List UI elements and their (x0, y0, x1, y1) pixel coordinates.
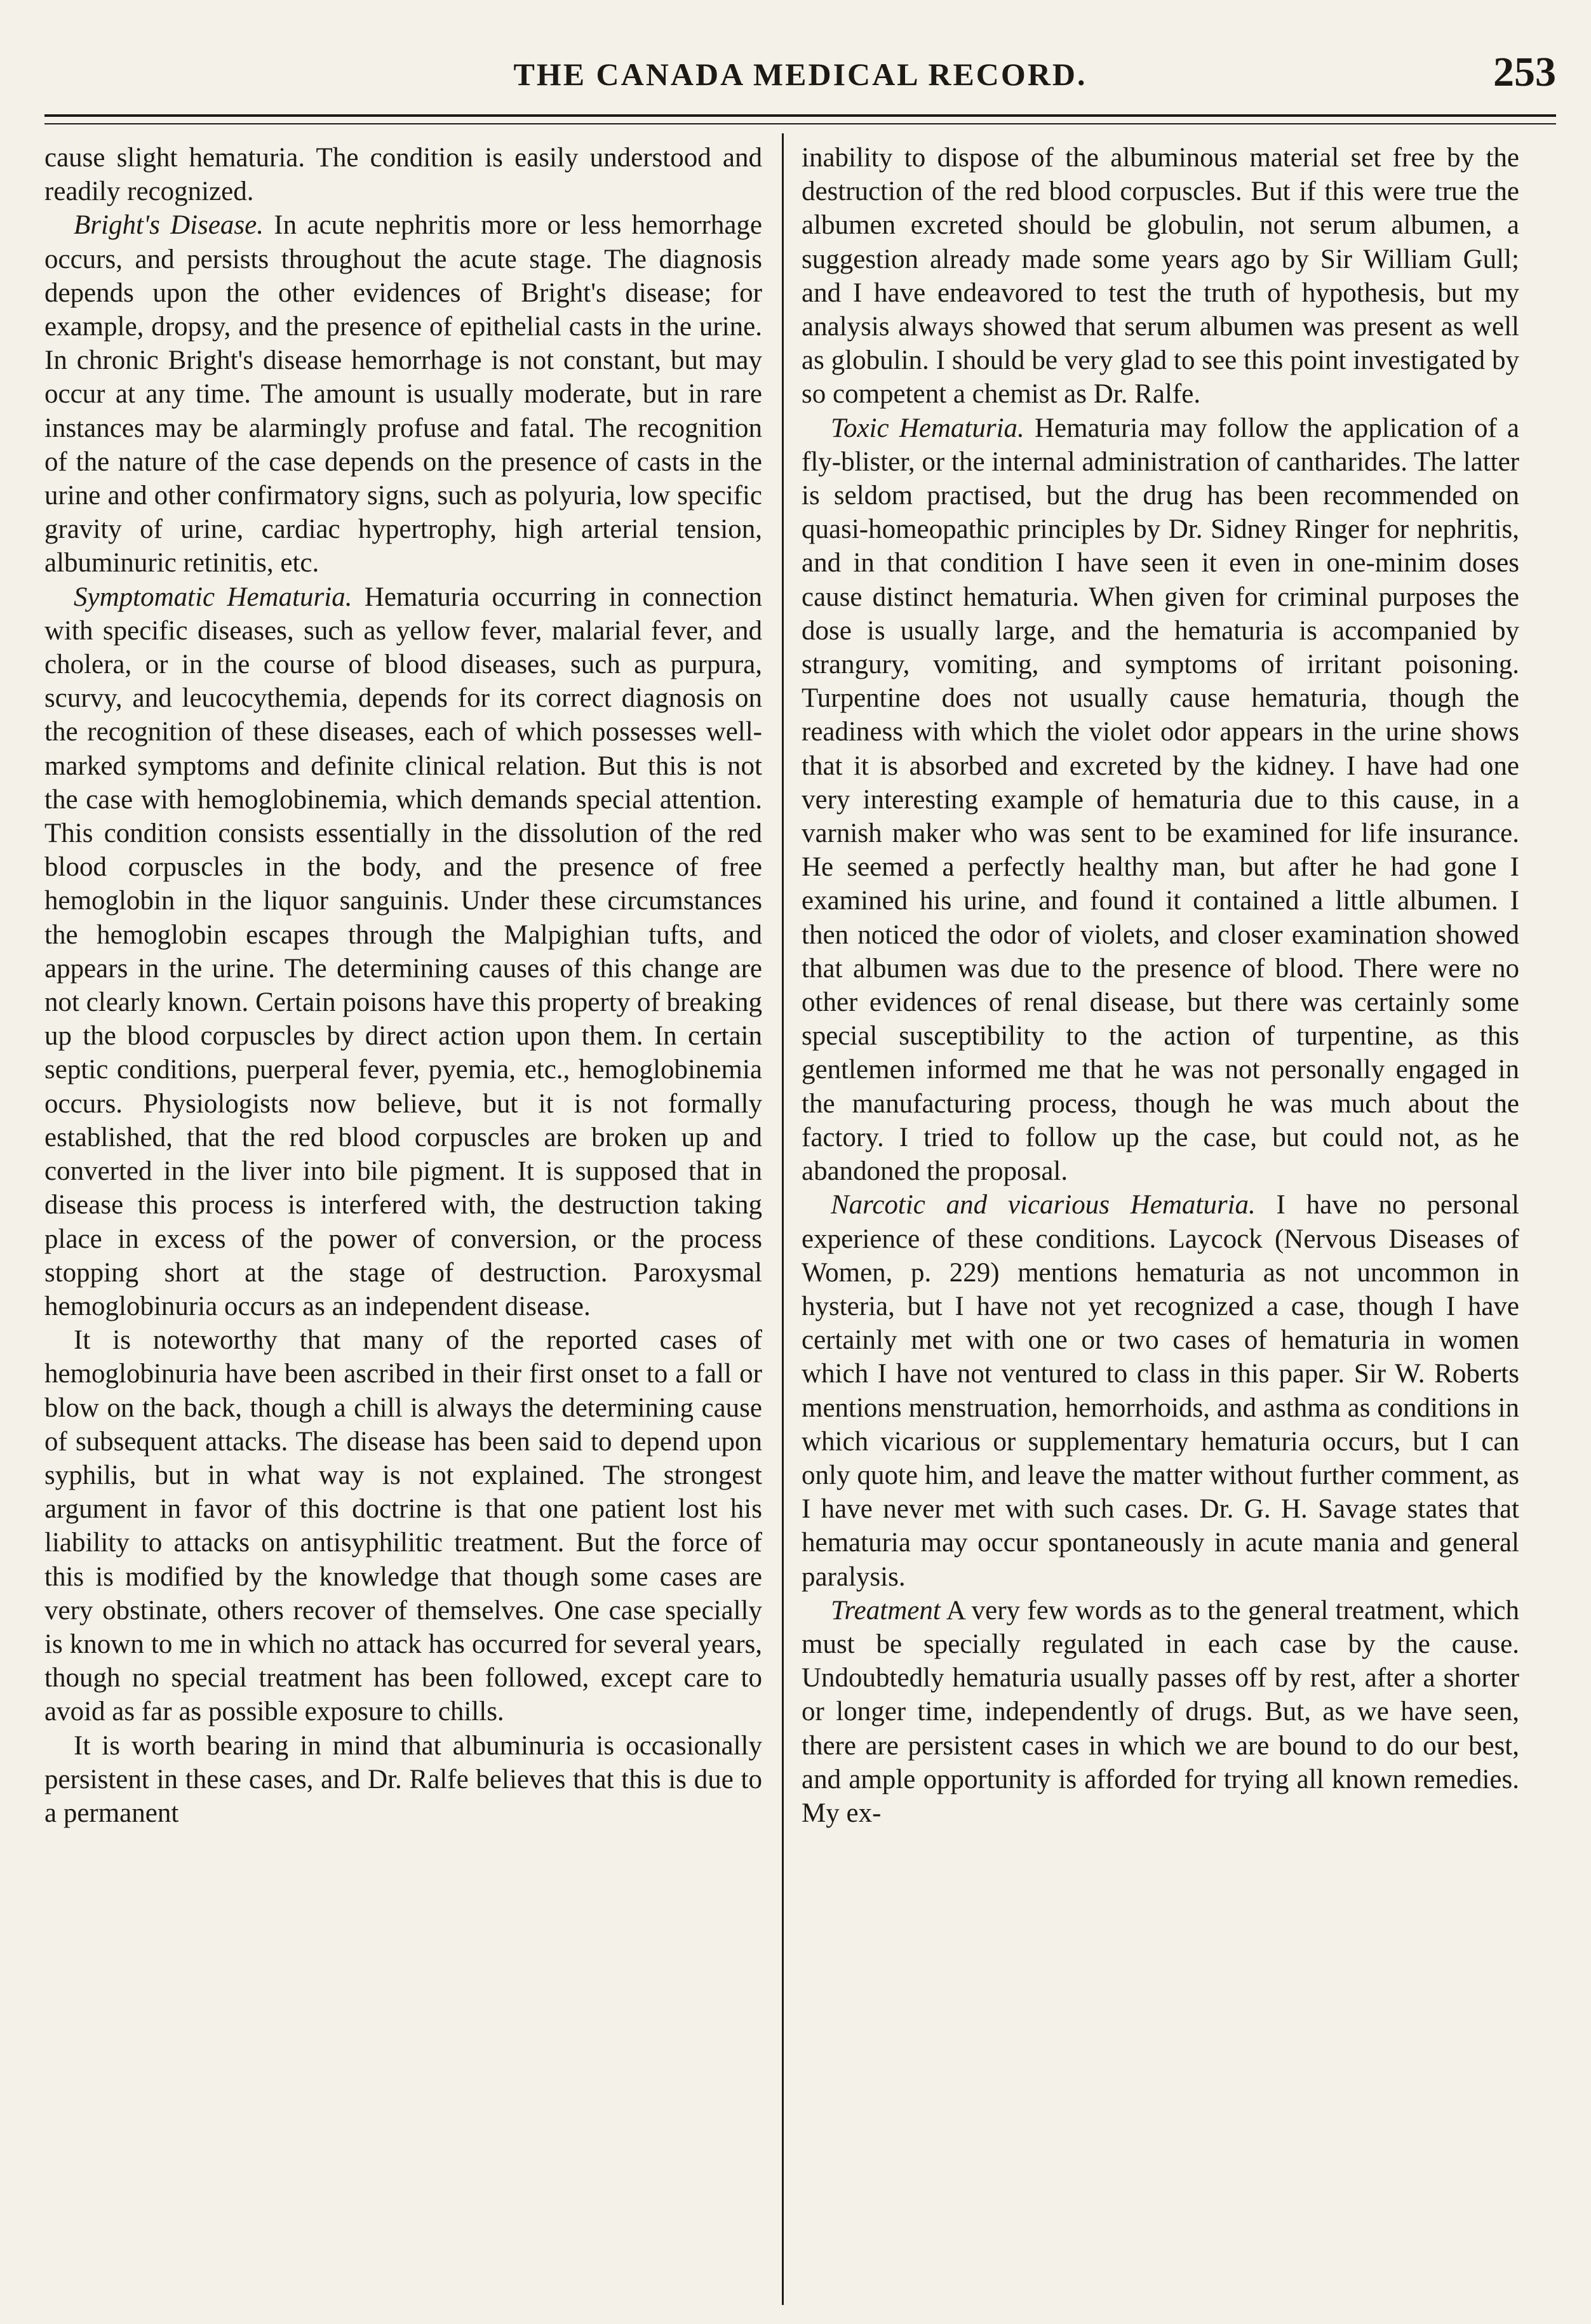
page-header (44, 44, 1556, 114)
paragraph (802, 411, 1519, 1189)
header-rule-thin (44, 123, 1556, 124)
paragraph (44, 580, 762, 1323)
paragraph-text: Hematuria may follow the application of a fly-blister, or the internal administration of cantharides. The latter is seldom practised, but the drug has been recommended on quasi-homeopathic principles by Dr. Sidney Ringer for nephritis, and in that condition I have seen it even in one-minim doses cause distinct hematuria. When given for criminal purposes the dose is usually large, and the hematuria is accompanied by strangury, vomiting, and symptoms of irritant poisoning. Turpentine does not usually cause hematuria, though the readiness with which the violet odor appears in the urine shows that it is absorbed and excreted by the kidney. I have had one very interesting example of hematuria due to this cause, in a varnish maker who was sent to be examined for life insurance. He seemed a perfectly healthy man, but after he had gone I examined his urine, and found it contained a little albumen. I then noticed the odor of violets, and closer examination showed that albumen was due to the presence of blood. There were no other evidences of renal disease, but there was certainly some special susceptibility to the action of turpentine, as this gentlemen informed me that he was not personally engaged in the manufacturing process, though he was much about the factory. I tried to follow up the case, but could not, as he abandoned the proposal. (802, 413, 1519, 1187)
paragraph: It is noteworthy that many of the reported cases of hemoglobinuria have been ascribed in their first onset to a fall or blow on the back, though a chill is always the determining cause of subsequent attacks. The disease has been said to depend upon syphilis, but in what way is not explained. The strongest argument in favor of this doctrine is that one patient lost his liability to attacks on antisyphilitic treatment. But the force of this is modified by the knowledge that though some cases are very obstinate, others recover of themselves. One case specially is known to me in which no attack has occurred for several years, though no special treatment has been followed, except care to avoid as far as possible exposure to chills. (44, 1325, 762, 1727)
section-heading: Narcotic and vicarious Hematuria. (831, 1190, 1256, 1220)
paragraph (44, 208, 762, 580)
column-divider (782, 133, 784, 2305)
section-heading: Toxic Hematuria. (831, 413, 1024, 443)
section-heading: Symptomatic Hematuria. (74, 582, 352, 612)
right-column (802, 141, 1519, 2306)
header-rule-thick (44, 114, 1556, 117)
paragraph: It is worth bearing in mind that albuminuria is occasionally persistent in these cases, and Dr. Ralfe believes that this is due to a permanent (44, 1730, 762, 1828)
paragraph-text: In acute nephritis more or less hemorrhage occurs, and persists throughout the acute stage. The diagnosis depends upon the other evidences of Bright's disease; for example, dropsy, and the presence of epithelial casts in the urine. In chronic Bright's disease hemorrhage is not constant, but may occur at any time. The amount is usually moderate, but in rare instances may be alarmingly profuse and fatal. The recognition of the nature of the case depends on the presence of casts in the urine and other confirmatory signs, such as polyuria, low specific gravity of urine, cardiac hypertrophy, high arterial tension, albuminuric retinitis, etc. (44, 210, 762, 578)
paragraph: inability to dispose of the albuminous material set free by the destruction of the red blood corpuscles. But if this were true the albumen excreted should be globulin, not serum albumen, a suggestion already made some years ago by Sir William Gull; and I have endeavored to test the truth of hypothesis, but my analysis always showed that serum albumen was present as well as globulin. I should be very glad to see this point investigated by so competent a chemist as Dr. Ralfe. (802, 143, 1519, 410)
paragraph: cause slight hematuria. The condition is easily understood and readily recognized. (44, 143, 762, 207)
paragraph (802, 1594, 1519, 1830)
left-column (44, 141, 762, 2306)
paragraph-text: A very few words as to the general treatment, which must be specially regulated in each case by the cause. Undoubtedly hematuria usually passes off by rest, after a shorter or longer time, independently of drugs. But, as we have seen, there are persistent cases in which we are bound to do our best, and ample opportunity is afforded for trying all known remedies. My ex- (802, 1595, 1519, 1828)
paragraph-text: I have no personal experience of these conditions. Laycock (Nervous Diseases of Women, p. 229) mentions hematuria as not uncommon in hysteria, but I have not yet recognized a case, though I have certainly met with one or two cases of hematuria in women which I have not ventured to class in this paper. Sir W. Roberts mentions menstruation, hemorrhoids, and asthma as conditions in which vicarious or supplementary hematuria occurs, but I can only quote him, and leave the matter without further comment, as I have never met with such cases. Dr. G. H. Savage states that hematuria may occur spontaneously in acute mania and general paralysis. (802, 1190, 1519, 1592)
paragraph (802, 1188, 1519, 1593)
journal-title: THE CANADA MEDICAL RECORD. (513, 57, 1087, 92)
section-heading: Treatment (831, 1595, 941, 1626)
paragraph-text: Hematuria occurring in connection with specific diseases, such as yellow fever, malarial fever, and cholera, or in the course of blood diseases, such as purpura, scurvy, and leucocythemia, depends for its correct diagnosis on the recognition of these diseases, each of which possesses well-marked symptoms and definite clinical relation. But this is not the case with hemoglobinemia, which demands special attention. This condition consists essentially in the dissolution of the red blood corpuscles in the body, and the presence of free hemoglobin in the liquor sanguinis. Under these circumstances the hemoglobin escapes through the Malpighian tufts, and appears in the urine. The determining causes of this change are not clearly known. Certain poisons have this property of breaking up the blood corpuscles by direct action upon them. In certain septic conditions, puerperal fever, pyemia, etc., hemoglobinemia occurs. Physiologists now believe, but it is not formally established, that the red blood corpuscles are broken up and converted in the liver into bile pigment. It is supposed that in disease this process is interfered with, the destruction taking place in excess of the power of conversion, or the process stopping short at the stage of destruction. Paroxysmal hemoglobinuria occurs as an independent disease. (44, 582, 762, 1321)
page-number: 253 (1493, 49, 1556, 95)
section-heading: Bright's Disease. (74, 210, 264, 241)
